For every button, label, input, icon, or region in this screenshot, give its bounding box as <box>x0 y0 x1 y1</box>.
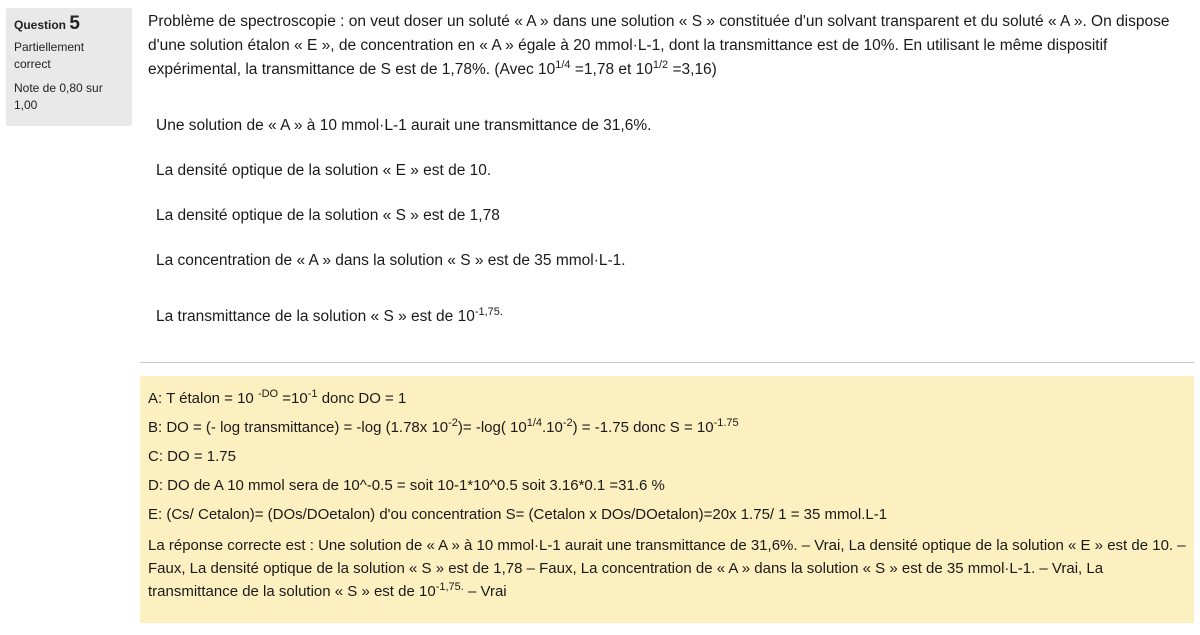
question-text-mid: =1,78 et 10 <box>570 61 653 78</box>
question-exponent-1: 1/4 <box>555 58 571 71</box>
correct-answer-sup: -1,75. <box>435 581 464 593</box>
answer-option-2[interactable] <box>156 162 491 180</box>
feedback-a-sup: -DO <box>257 388 279 400</box>
answer-label: La densité optique de la solution « E » est de 10. <box>156 162 492 179</box>
correct-answer <box>148 534 1186 603</box>
question-heading <box>14 15 124 34</box>
answer-exponent: -1,75. <box>474 305 503 318</box>
feedback-line-b <box>148 415 1186 441</box>
divider <box>140 362 1194 363</box>
question-label: Question <box>14 18 67 32</box>
question-text-main: Problème de spectroscopie : on veut doser un soluté « A » dans une solution « S » constituée d'un solvant transparent et du soluté « A ». On dispose d'une solution étalon « E », de concentration en « A » égale à 20 mmol·L-1, dont la transmittance est de 10%. En utilisant le même dispositif expérimental, la transmittance de S est de 1,78%. (Avec 10 <box>148 13 1170 78</box>
question-text <box>148 10 1193 82</box>
feedback-a-part: donc DO = 1 <box>317 390 407 407</box>
feedback-line-d: D: DO de A 10 mmol sera de 10^-0.5 = soit 10-1*10^0.5 soit 3.16*0.1 =31.6 % <box>148 477 665 494</box>
feedback-b-sup: -2 <box>562 417 573 429</box>
feedback-a-part: A: T étalon = 10 <box>148 390 258 407</box>
correct-answer-text: La réponse correcte est : Une solution de « A » à 10 mmol·L-1 aurait une transmittance de 31,6%. – Vrai, La densité optique de la solution « E » est de 10. – Faux, La densité optique de la solution « S » est de 1,78 – Faux, La concentration de « A » dans la solution « S » est de 35 mmol·L-1. – Vrai, La transmittance de la solution « S » est de 10 <box>148 537 1186 600</box>
answer-option-1[interactable] <box>156 117 651 135</box>
feedback-b-part: .10 <box>542 419 563 436</box>
question-exponent-2: 1/2 <box>652 58 669 71</box>
feedback-line-e: E: (Cs/ Cetalon)= (DOs/DOetalon) d'ou concentration S= (Cetalon x DOs/DOetalon)=20x 1.75/ 1 = 35 mmol.L-1 <box>148 506 888 523</box>
answer-label: La concentration de « A » dans la solution « S » est de 35 mmol·L-1. <box>156 252 626 269</box>
feedback-b-sup: 1/4 <box>526 417 542 429</box>
feedback-a-sup: -1 <box>307 388 318 400</box>
answer-option-3[interactable] <box>156 207 500 225</box>
question-info-panel <box>6 8 132 126</box>
feedback-line-c: C: DO = 1.75 <box>148 448 236 465</box>
answer-label: Une solution de « A » à 10 mmol·L-1 aurait une transmittance de 31,6%. <box>156 117 652 134</box>
feedback-b-sup: -1.75 <box>713 417 739 429</box>
answer-label: La transmittance de la solution « S » est de 10 <box>156 308 475 325</box>
feedback-b-sup: -2 <box>448 417 458 429</box>
question-grade: Note de 0,80 sur 1,00 <box>14 81 103 112</box>
feedback-a-part: =10 <box>278 390 308 407</box>
feedback-line-a <box>148 386 1186 412</box>
correct-answer-end: – Vrai <box>463 583 507 600</box>
answer-option-4[interactable] <box>156 252 626 270</box>
feedback-panel <box>140 376 1194 623</box>
question-state: Partiellement correct <box>14 40 85 71</box>
answer-option-5[interactable] <box>156 305 503 326</box>
feedback-b-part: ) = -1.75 donc S = 10 <box>572 419 714 436</box>
question-number: 5 <box>69 13 80 34</box>
feedback-b-part: )= -log( 10 <box>457 419 527 436</box>
answer-label: La densité optique de la solution « S » est de 1,78 <box>156 207 500 224</box>
question-text-end: =3,16) <box>668 61 717 78</box>
feedback-b-part: B: DO = (- log transmittance) = -log (1.78x 10 <box>148 419 449 436</box>
